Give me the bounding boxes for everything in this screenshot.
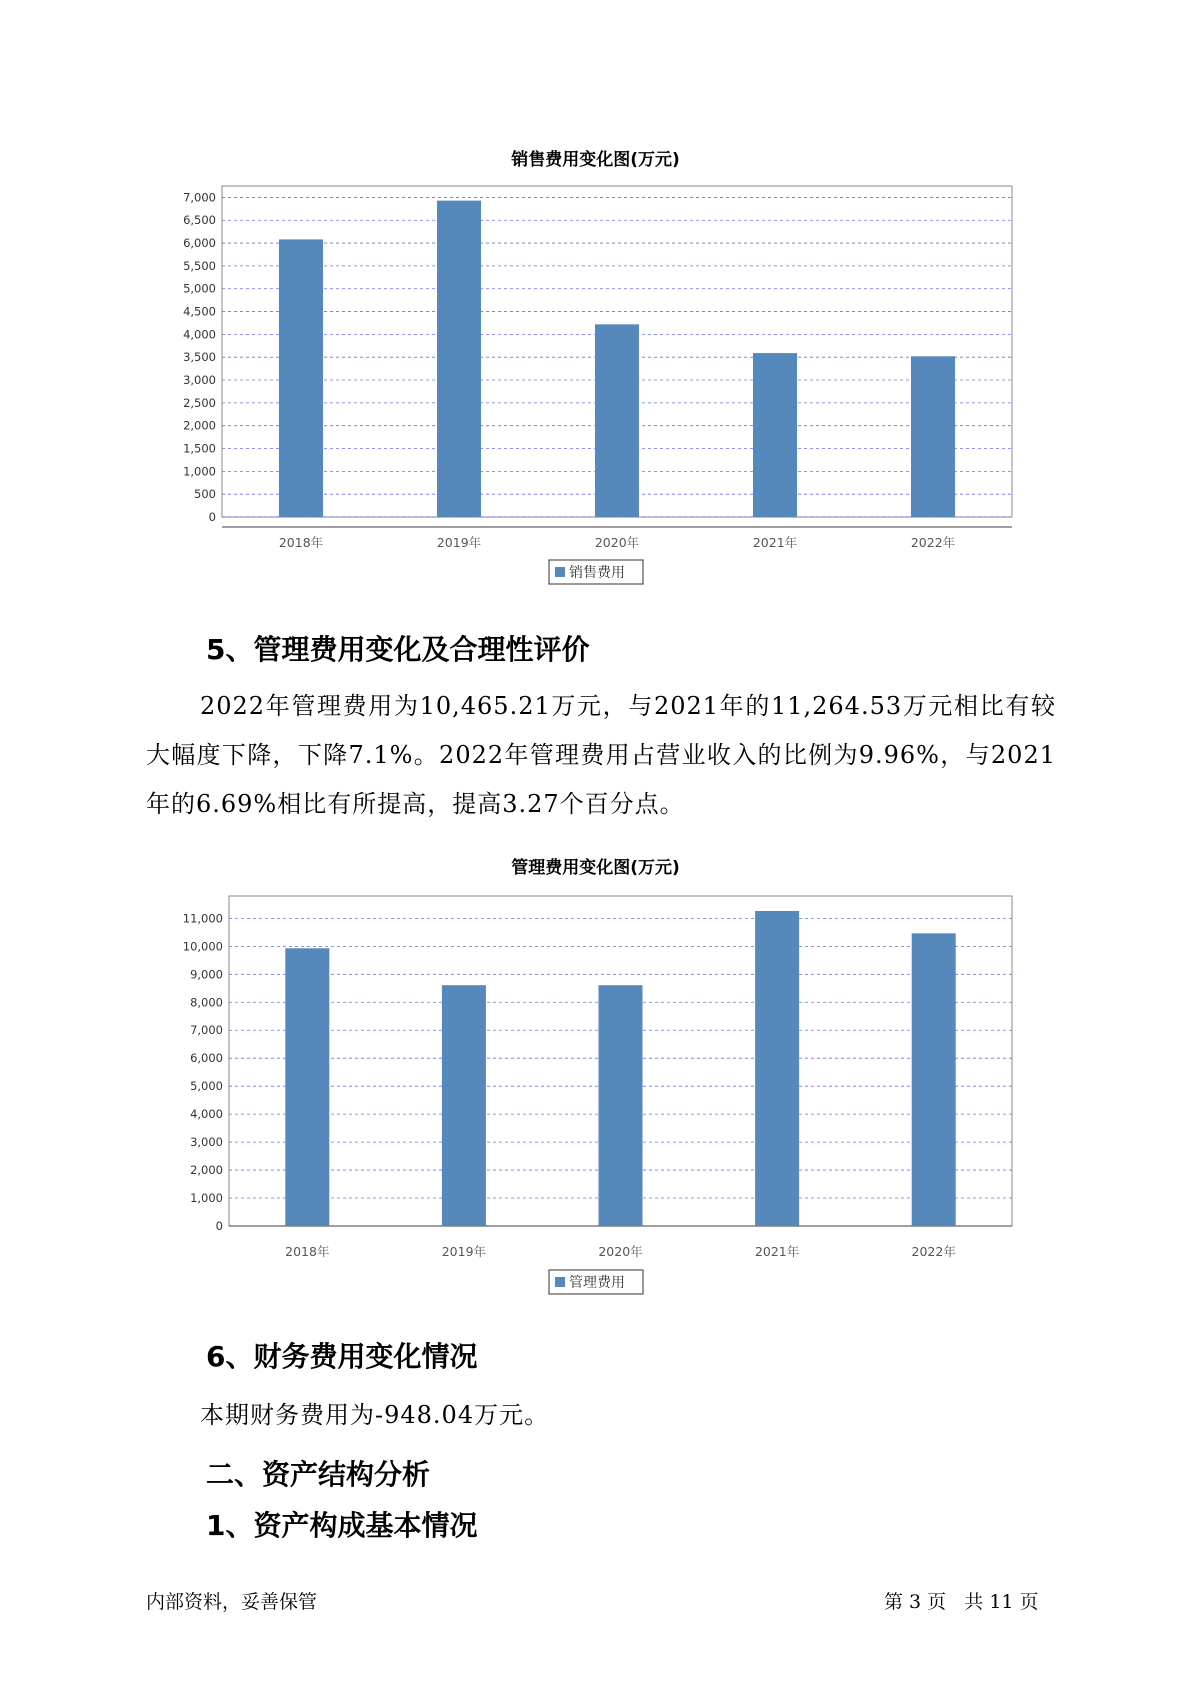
y-tick-label: 0 (208, 510, 216, 524)
y-tick-label: 4,500 (183, 304, 216, 319)
chart-title-admin: 管理费用变化图(万元) (511, 858, 680, 878)
y-tick-label: 6,500 (183, 213, 216, 228)
part-2-heading: 二、资产结构分析 (206, 1458, 431, 1491)
legend-label: 销售费用 (569, 565, 625, 581)
x-tick-label: 2019年 (441, 1244, 487, 1259)
section-6-heading: 6、财务费用变化情况 (206, 1340, 478, 1373)
subsection-1-heading: 1、资产构成基本情况 (206, 1509, 478, 1542)
section-6-paragraph (146, 1391, 1056, 1440)
y-tick-label: 5,500 (183, 258, 216, 273)
x-tick-label: 2020年 (594, 535, 640, 550)
x-tick-label: 2021年 (752, 535, 798, 550)
y-tick-label: 1,000 (183, 464, 216, 479)
x-tick-label: 2020年 (598, 1244, 643, 1259)
y-tick-label: 11,000 (182, 911, 223, 926)
y-tick-label: 2,000 (190, 1163, 223, 1178)
section-6-text: 本期财务费用为-948.04万元。 (200, 1401, 550, 1429)
y-tick-label: 3,000 (190, 1135, 223, 1150)
y-tick-label: 2,500 (183, 395, 216, 410)
bar (912, 933, 956, 1226)
chart-title-sales: 销售费用变化图(万元) (511, 150, 680, 170)
section-5-heading: 5、管理费用变化及合理性评价 (206, 633, 590, 666)
bar (285, 948, 329, 1226)
footer-confidential: 内部资料，妥善保管 (146, 1591, 318, 1613)
y-tick-label: 6,000 (183, 236, 216, 251)
y-tick-label: 7,000 (190, 1023, 223, 1038)
bar (755, 911, 799, 1226)
y-tick-label: 1,000 (190, 1191, 223, 1206)
bar (442, 985, 486, 1226)
x-tick-label: 2018年 (278, 535, 324, 550)
x-tick-label: 2018年 (285, 1244, 330, 1259)
y-tick-label: 10,000 (182, 939, 223, 954)
y-tick-label: 5,000 (183, 281, 216, 296)
y-tick-label: 7,000 (183, 190, 216, 205)
y-tick-label: 5,000 (190, 1079, 223, 1094)
y-tick-label: 2,000 (183, 418, 216, 433)
x-tick-label: 2022年 (911, 1244, 956, 1259)
y-tick-label: 0 (215, 1219, 223, 1233)
y-tick-label: 4,000 (183, 327, 216, 342)
y-tick-label: 3,000 (183, 373, 216, 388)
bar (599, 985, 643, 1226)
x-tick-label: 2021年 (754, 1244, 800, 1259)
y-tick-label: 1,500 (183, 441, 216, 456)
x-tick-label: 2019年 (436, 535, 482, 550)
y-tick-label: 9,000 (190, 967, 223, 982)
y-tick-label: 6,000 (190, 1051, 223, 1066)
y-tick-label: 3,500 (183, 350, 216, 365)
footer-page-number: 第 3 页 共 11 页 (884, 1591, 1039, 1613)
x-tick-label: 2022年 (910, 535, 956, 550)
legend-swatch (555, 1277, 565, 1287)
y-tick-label: 8,000 (190, 995, 223, 1010)
y-tick-label: 500 (194, 487, 216, 502)
section-5-text: 2022年管理费用为10,465.21万元，与2021年的11,264.53万元相比有较大幅度下降，下降7.1%。2022年管理费用占营业收入的比例为9.96%，与2021年的6.69%相比有所提高，提高3.27个百分点。 (146, 692, 1056, 818)
y-tick-label: 4,000 (190, 1107, 223, 1122)
legend-label: 管理费用 (569, 1275, 625, 1291)
